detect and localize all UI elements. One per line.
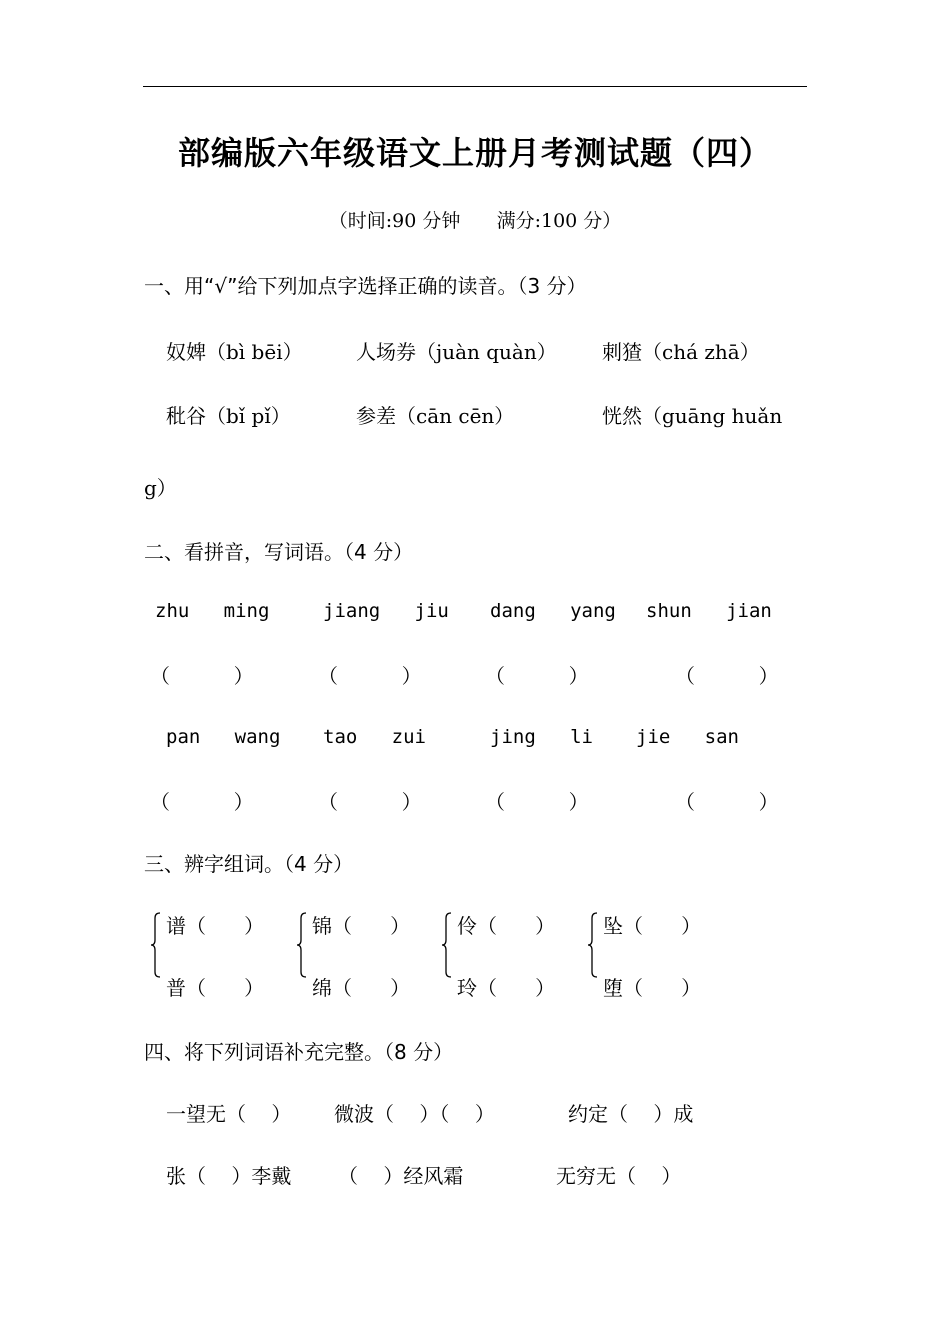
pinyin-prompt: tao zui (323, 726, 426, 748)
idiom-blank[interactable]: 无穷无（ ） (556, 1164, 682, 1188)
pinyin-choice-item: 秕谷（bǐ pǐ） (166, 404, 291, 428)
char-word-blank[interactable]: 坠（ ） (603, 914, 702, 938)
answer-blank[interactable]: （ ） (150, 664, 254, 688)
pinyin-choice-item: 人场券（juàn quàn） (356, 340, 557, 364)
char-word-blank[interactable]: 谱（ ） (166, 914, 265, 938)
answer-blank[interactable]: （ ） (318, 664, 422, 688)
curly-brace-icon (588, 912, 598, 978)
top-rule (143, 86, 807, 87)
pinyin-choice-item: 刺猹（chá zhā） (602, 340, 760, 364)
pinyin-prompt: pan wang (166, 726, 281, 748)
char-word-blank[interactable]: 堕（ ） (603, 976, 702, 1000)
page-title: 部编版六年级语文上册月考测试题（四） (177, 134, 772, 172)
idiom-blank[interactable]: （ ）经风霜 (338, 1164, 464, 1188)
idiom-blank[interactable]: 微波（ ）（ ） (334, 1102, 495, 1126)
char-word-blank[interactable]: 伶（ ） (457, 914, 556, 938)
pinyin-prompt: dang yang (490, 600, 616, 622)
curly-brace-icon (151, 912, 161, 978)
answer-blank[interactable]: （ ） (675, 790, 779, 814)
pinyin-prompt: jiang jiu (323, 600, 449, 622)
curly-brace-icon (297, 912, 307, 978)
section-4-heading: 四、将下列词语补充完整。（8 分） (144, 1040, 454, 1064)
answer-blank[interactable]: （ ） (150, 790, 254, 814)
idiom-blank[interactable]: 一望无（ ） (166, 1102, 292, 1126)
pinyin-prompt: jie san (636, 726, 739, 748)
idiom-blank[interactable]: 约定（ ）成 (568, 1102, 694, 1126)
section-1-heading: 一、用“√”给下列加点字选择正确的读音。（3 分） (144, 274, 587, 298)
answer-blank[interactable]: （ ） (318, 790, 422, 814)
pinyin-choice-item: 恍然（guāng huǎn (602, 404, 783, 428)
pinyin-prompt: shun jian (646, 600, 772, 622)
section-3-heading: 三、辨字组词。（4 分） (144, 852, 354, 876)
pinyin-prompt: zhu ming (155, 600, 270, 622)
char-word-blank[interactable]: 绵（ ） (312, 976, 411, 1000)
char-word-blank[interactable]: 锦（ ） (312, 914, 411, 938)
idiom-blank[interactable]: 张（ ）李戴 (166, 1164, 292, 1188)
section-2-heading: 二、看拼音，写词语。（4 分） (144, 540, 414, 564)
answer-blank[interactable]: （ ） (485, 664, 589, 688)
pinyin-choice-item: 参差（cān cēn） (356, 404, 515, 428)
answer-blank[interactable]: （ ） (675, 664, 779, 688)
pinyin-choice-item: 奴婢（bì bēi） (166, 340, 303, 364)
exam-info: （时间:90 分钟 满分:100 分） (328, 210, 622, 232)
answer-blank[interactable]: （ ） (485, 790, 589, 814)
char-word-blank[interactable]: 普（ ） (166, 976, 265, 1000)
pinyin-prompt: jing li (490, 726, 593, 748)
char-word-blank[interactable]: 玲（ ） (457, 976, 556, 1000)
pinyin-choice-wrap: g） (144, 476, 177, 500)
curly-brace-icon (442, 912, 452, 978)
